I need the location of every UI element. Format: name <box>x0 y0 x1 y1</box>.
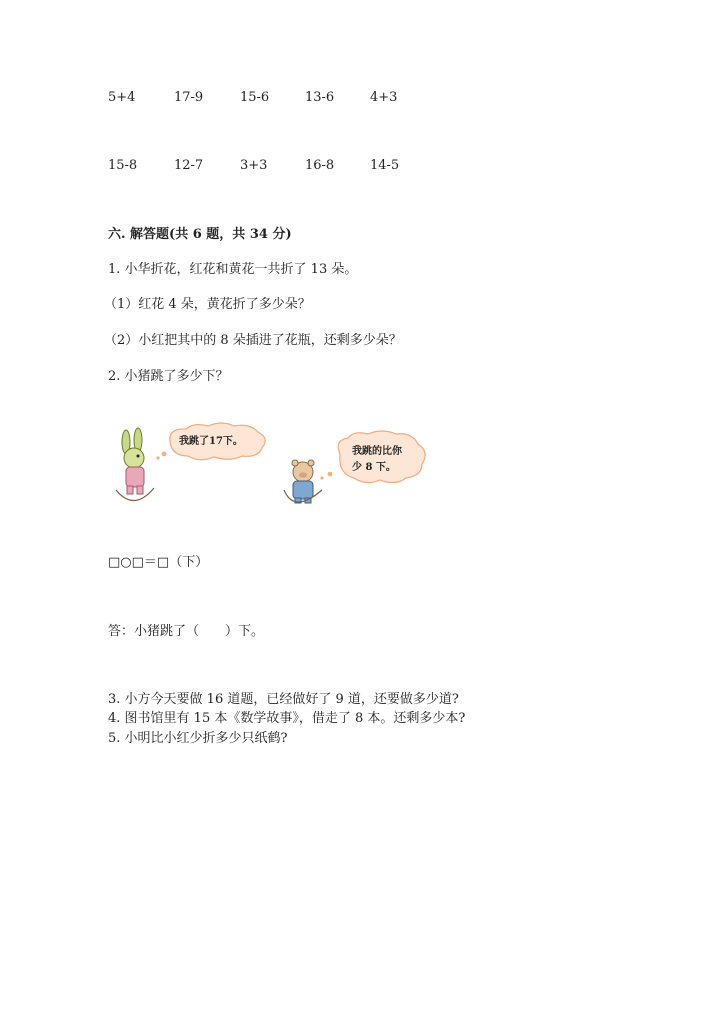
bubble-1-text: 我跳了17下。 <box>179 436 243 447</box>
question-2: 2. 小猪跳了多少下？ <box>108 369 229 384</box>
question-5: 5. 小明比小红少折多少只纸鹤? <box>108 731 288 746</box>
rabbit-figure <box>116 428 154 501</box>
question-1b: （2）小红把其中的 8 朵插进了花瓶，还剩多少朵？ <box>104 333 402 348</box>
answer-line: 答：小猪跳了（ ）下。 <box>108 624 265 639</box>
speech-bubble-rabbit <box>170 423 265 460</box>
calc-item: 16-8 <box>305 158 335 173</box>
question-1a: （1）红花 4 朵，黄花折了多少朵？ <box>104 297 311 312</box>
calc-item: 4+3 <box>370 90 398 105</box>
calc-item: 14-5 <box>370 158 400 173</box>
calc-item: 17-9 <box>174 90 204 105</box>
bubble-2-line-1: 我跳的比你 <box>352 446 402 457</box>
question-1: 1. 小华折花，红花和黄花一共折了 13 朵。 <box>108 262 358 277</box>
bubble-2-line-2: 少 8 下。 <box>352 462 396 473</box>
illustration-svg <box>108 420 438 515</box>
question-4: 4. 图书馆里有 15 本《数学故事》，借走了 8 本。还剩多少本? <box>108 711 466 726</box>
calc-item: 15-8 <box>108 158 138 173</box>
calc-item: 13-6 <box>305 90 335 105</box>
question-3: 3. 小方今天要做 16 道题，已经做好了 9 道，还要做多少道? <box>108 692 459 707</box>
calc-item: 3+3 <box>240 158 268 173</box>
calc-item: 12-7 <box>174 158 204 173</box>
speech-bubble-pig <box>338 431 425 483</box>
pig-figure <box>284 460 322 503</box>
equation-blank: □○□＝□（下） <box>108 555 209 570</box>
calc-item: 5+4 <box>108 90 136 105</box>
section-title: 六. 解答题(共 6 题，共 34 分) <box>108 227 292 242</box>
calc-item: 15-6 <box>240 90 270 105</box>
skipping-rope-illustration <box>108 420 438 515</box>
